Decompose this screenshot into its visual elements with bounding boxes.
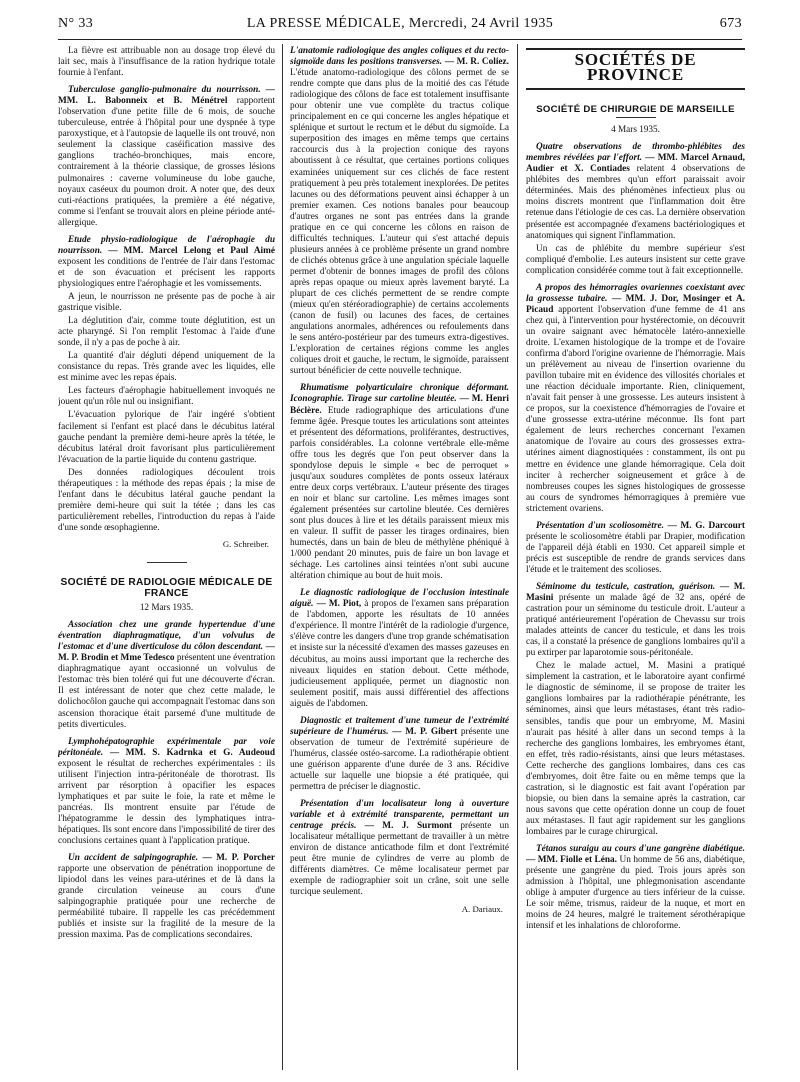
article-title: Association chez une grande hypertendue d'une éventration diaphragmatique, d'un volvulus de l'estomac et d'une diverticulose du côlon descendant. (58, 620, 275, 653)
article-authors: — MM. Marcel Arnaud, Audier et X. Contiades (526, 153, 745, 175)
article-text: exposent le résultat de recherches expérimentales : ils utilisent l'injection intra-péritonéale de thorotrast. Ils arrivent par résorption à opacifier les espaces lymphatiques et par suite le foie, la rate et même le pancréas. Ils montrent ensuite par l'étude de l'hépatogramme le dessin des lymphatiques intra-hépatiques. Ils sont encore dans l'impossibilité de tirer des conclusions certaines quant à l'application pratique. (58, 758, 275, 847)
article-authors: — M. Piot, (316, 599, 365, 610)
section-banner-title: SOCIÉTÉS DE PROVINCE (574, 50, 697, 85)
paragraph: Chez le malade actuel, M. Masini a pratiqué simplement la castration, et le laboratoire ayant confirmé le diagnostic de séminome, il se propose de traiter les ganglions lombaires par la radiothérapie pénétrante, les séminomes, ainsi que leurs métastases, étant très radio-sensibles, tandis que pour un embryome, M. Masini n'aurait pas hésité à aller dans un second temps à la recherche des ganglions lombaires, les embryomes étant, en effet, très radio-résistants, ainsi que leurs métastases. Cette recherche des ganglions lombaires, dans ces cas d'embryomes, doit être faite ou en même temps que la castration, si le diagnostic est fait avant l'opération par biopsie, ou bien dans la semaine après la castration, car nous savons que cette opération donne un coup de fouet aux métastases. Il faut agir rapidement sur les ganglions lombaires par le curage chirurgical. (526, 661, 745, 837)
section-title: SOCIÉTÉ DE CHIRURGIE DE MARSEILLE (536, 104, 735, 116)
separator (147, 562, 187, 563)
article-text: présente le scoliosomètre établi par Drapier, modification de l'appareil déjà établi en 1930. Cet appareil simple et précis est susceptible de rendre de grands services dans l'étude et le traitement des scolioses. (526, 531, 745, 575)
article (290, 383, 509, 582)
column-divider (282, 44, 283, 1070)
article-authors: — MM. S. Kadrnka et G. Audeoud (109, 747, 275, 758)
page-number: 673 (719, 16, 742, 31)
article-title: Tuberculose ganglio-pulmonaire du nourrisson. (68, 85, 266, 96)
big-title-box (526, 48, 745, 90)
article (526, 582, 745, 659)
article-title: Quatre observations de thrombo-phlébites des membres révélées par l'effort. (526, 142, 745, 164)
header-rule (58, 39, 742, 40)
article (58, 235, 275, 290)
section-title: SOCIÉTÉ DE RADIOLOGIE MÉDICALE DE FRANCE (60, 577, 273, 600)
article-authors: — M. P. Gibert (392, 726, 461, 737)
article-authors: — M. P. Brodin et Mme Tedesco (58, 642, 275, 664)
article (58, 853, 275, 941)
article-authors: — M. R. Coliez. (444, 57, 509, 68)
paragraph: L'évacuation pylorique de l'air ingéré s'obtient facilement si l'enfant est placé dans le décubitus latéral gauche pendant la première demi-heure après la tétée, le décubitus latéral droit favorisant plus particulièrement l'évacuation de la partie liquide du contenu gastrique. (58, 410, 275, 465)
article-authors: — M. J. Surmont (364, 821, 461, 832)
intro-paragraph: La fièvre est attribuable non au dosage trop élevé du lait sec, mais à l'insuffisance de la ration hydrique totale fournie à l'enfant. (58, 46, 275, 79)
article-authors: — M. G. Darcourt (667, 520, 745, 531)
article-text: présente un localisateur métallique permettant de travailler à un mètre environ de distance anticathode film et dont l'extrémité peut être munie de cylindres de verre au plomb de différents diamètres. Ce même localisateur permet par exemple de radiographier soit un crâne, soit une selle turcique seulement. (290, 821, 509, 898)
article-text: présente une observation de tumeur de l'extrémité supérieure de l'humérus, classée ostéo-sarcome. La radiothérapie obtient une guérison apparente d'une durée de 3 ans. Récidive actuelle sur laquelle une biopsie a été pratiquée, qui permettra de préciser le diagnostic. (290, 726, 509, 793)
article (526, 142, 745, 241)
column-1 (58, 46, 275, 1074)
article-text: L'étude anatomo-radiologique des côlons permet de se rendre compte que dans plus de la moitié des cas l'étude radiologique des côlons de face est totalement insuffisante pour obtenir une vue complète du tractus colique principalement en ce qui concerne les angles hépatique et splénique et surtout le rectum et le début du sigmoïde. La superposition des images en même temps que certains raccourcis dus à la projection conique des rayons aboutissent à ce résultat, que certaines portions coliques examinées uniquement sur ces clichés de face restent pratiquement à peu près totalement inexplorées. De petites lacunes ou des déformations peuvent ainsi échapper à un premier examen. Ces notions banales pour beaucoup d'autres organes ne sont pas entrées dans la grande pratique en ce qui concerne les côlons en raison de difficultés techniques. L'auteur qui s'est attaché depuis plusieurs années à ce problème présente un grand nombre de clichés obtenus grâce à une angulation spéciale laquelle permet d'obtenir de bonnes images de profil des côlons après repas opaque ou mieux après lavement baryté. La plupart de ces clichés permettent de se rendre compte (mieux qu'en stéréoradiographie) de certains accolements (canon de fusil) ou lacunes des faces, de certaines angulations anormales, adhérences ou refoulements dans le sens antéro-postérieur par des tumeurs extra-digestives. L'exploration de certaines régions comme les angles coliques droit et gauche, le rectum, le sigmoïde, paraissent surtout bénéficier de cette nouvelle technique. (290, 68, 509, 377)
column-divider (517, 44, 518, 1070)
article-text: Etude radiographique des articulations d'une femme âgée. Presque toutes les articulations sont atteintes et présentent des déformations, proliférantes, destructives, parfois considérables. La colonne vertébrale elle-même offre tous les degrés que l'on peut observer dans la spondylose depuis le simple « bec de perroquet » jusqu'aux soudures complètes de ponts osseux latéraux entre deux corps vertébraux. L'auteur présente des tirages en noir et blanc sur cartoline. Les mêmes images sont également présentées sur cartoline bleutée. Ces dernières sont plus douces à lire et les détails paraissent mieux mis en valeur. Il suffit de passer les tirages ordinaires, bien humectés, dans un bain de bleu de méthylène phéniqué à 1/000 pendant 20 minutes, puis de faire un bon lavage et séchage. Les cartolines ainsi teintées n'ont subi aucune altération chimique au bout de huit mois. (290, 405, 509, 582)
article-authors: — MM. Marcel Lelong et Paul Aimé (108, 245, 275, 256)
article-text: rapportent l'observation d'une petite fille de 6 mois, de souche tuberculeuse, entrée à l'hôpital pour une dyspnée à type paroxystique, et à l'autopsie de laquelle ils ont trouvé, non seulement la classique caséification massive des ganglions trachéo-bronchiques, mais encore, contrairement à la théorie classique, de grosses lésions pulmonaires : caverne volumineuse du lobe gauche, noyaux caséeux du poumon droit. A noter que, des deux cuti-réactions pratiquées, la première a été négative, comme si l'enfant se trouvait alors en pleine période anté-allergique. (58, 96, 275, 228)
article (290, 799, 509, 898)
section-date: 4 Mars 1935. (611, 124, 660, 135)
article-authors: — M. Henri Béclère. (290, 394, 509, 416)
article (526, 521, 745, 576)
article (526, 283, 745, 515)
page-header (58, 14, 742, 36)
separator (616, 117, 656, 118)
column-2 (290, 46, 509, 1074)
article (290, 588, 509, 710)
signature: A. Dariaux. (461, 903, 503, 914)
article-title: Présentation d'un localisateur long à ouverture variable et à extrémité transparente, permettant un centrage précis. (290, 799, 509, 832)
article-authors: — MM. J. Dor, Mosinger et A. Picaud (526, 293, 745, 315)
article-title: L'anatomie radiologique des angles coliques et du recto-sigmoïde dans les positions transverses. (290, 46, 509, 68)
article (58, 620, 275, 730)
article (58, 85, 275, 229)
article-text: exposent les conditions de l'entrée de l'air dans l'estomac et de son évacuation et précisent les rapports physiologiques entre l'aérophagie et les vomissements. (58, 256, 275, 289)
signature: G. Schreiber. (222, 538, 269, 549)
article (290, 716, 509, 793)
article-title: Rhumatisme polyarticulaire chronique déformant. Iconographie. Tirage sur cartoline bleutée. (290, 383, 509, 405)
article-text: Un homme de 56 ans, diabétique, présente une gangrène du pied. Trois jours après son admission à l'hôpital, une phlegmonisation ascendante oblige à amputer d'urgence au tiers inférieur de la cuisse. Le soir même, trismus, raideur de la nuque, et mort en moins de 24 heures, malgré le traitement sérothérapique intensif et les inhalations de chloroforme. (526, 855, 745, 932)
article-authors: — MM. L. Babonneix et B. Ménétrel (58, 85, 275, 107)
article-title: Etude physio-radiologique de l'aérophagie du nourrisson. (58, 234, 275, 256)
article-text: apportent l'observation d'une femme de 41 ans chez qui, à l'intervention pour hystérectomie, on découvrit un ovaire saignant avec hématocèle latéro-annexielle droite. L'examen histologique de la trompe et de l'ovaire confirma d'abord l'origine ovarienne de l'hémorragie. Mais un prélèvement au niveau de l'insertion ovarienne du pavillon tubaire mit en évidence des villosités choriales et une réaction déciduale importante. Rien, cliniquement, n'avait fait penser à une grossesse. Les auteurs insistent à ce propos, sur la coexistence d'hémorragies de l'ovaire et d'une grossesse extra-utérine méconnue. Ils font part également de leurs recherches concernant l'examen anatomique de l'ovaire au cours des grossesses extra-utérines aiment diagnostiquées : constamment, ils ont pu mettre en évidence une glande hémorragique. Cela doit inciter à rechercher soigneusement et grâce à de nombreuses coupes les signes histologiques de grossesse au cours de syndromes hémorragiques à première vue strictement ovariens. (526, 304, 745, 514)
paragraph: La déglutition d'air, comme toute déglutition, est un acte pharyngé. Si l'on remplit l'estomac à l'aide d'une sonde, il n'y a pas de poche à air. (58, 316, 275, 349)
article-authors: — M. Masini (526, 581, 745, 604)
article-title: Diagnostic et traitement d'une tumeur de l'extrémité supérieure de l'humérus. (290, 715, 509, 737)
paragraph: Un cas de phlébite du membre supérieur s'est compliqué d'embolie. Les auteurs insistent sur cette grave complication considérée comme tout à fait exceptionnelle. (526, 243, 745, 276)
article (290, 46, 509, 377)
section-date: 12 Mars 1935. (139, 602, 194, 613)
article (58, 737, 275, 847)
paragraph: La quantité d'air dégluti dépend uniquement de la consistance du repas. Très grande avec les liquides, elle est minime avec les repas épais. (58, 351, 275, 384)
article-text: rapporte une observation de pénétration inopportune de lipiodol dans les veines para-utérines et de là dans la grande circulation veineuse au cours d'une salpingographie pratiquée pour une recherche de perméabilité tubaire. Il rappelle les cas précédemment publiés et insiste sur la fragilité de la mesure de la pression maxima. Pas de complications secondaires. (58, 864, 275, 941)
journal-title: LA PRESSE MÉDICALE, Mercredi, 24 Avril 1935 (246, 16, 554, 31)
article-title: Lymphohépatographie expérimentale par voie péritonéale. (58, 736, 275, 758)
article-title: Le diagnostic radiologique de l'occlusion intestinale aiguë. (290, 588, 509, 610)
paragraph: A jeun, le nourrisson ne présente pas de poche à air gastrique visible. (58, 291, 275, 314)
article-title: A propos des hémorragies ovariennes coexistant avec la grossesse tubaire. (526, 282, 745, 304)
article-authors: — MM. Fiolle et Léna. (526, 855, 620, 866)
article-text: présente un malade âgé de 32 ans, opéré de castration pour un séminome du testicule droit. L'auteur a pratiqué antérieurement l'opération de Chevassu sur trois malades atteints de cancer du testicule, et dans les trois cas, il a constaté la présence de ganglions lombaires qu'il a pu extirper par laparotomie sous-péritonéale. (526, 593, 745, 659)
article-title: Un accident de salpingographie. (68, 853, 203, 864)
article (526, 844, 745, 932)
article-title: Présentation d'un scoliosomètre. (536, 520, 668, 531)
article-text: présentent une éventration diaphragmatique ayant occasionné un volvulus de l'estomac très bien toléré qui fut une découverte d'écran. Il est intéressant de noter que chez cette malade, le dolichocôlon gauche qui accompagnait l'estomac dans son ascension thoracique était parsemé d'une multitude de petits diverticules. (58, 653, 275, 730)
issue-number: N° 33 (58, 16, 94, 31)
column-3 (526, 46, 745, 1074)
paragraph: Des données radiologiques découlent trois thérapeutiques : la méthode des repas épais ; la mise de l'enfant dans le décubitus latéral gauche pendant la première demi-heure qui suit la tétée ; dans les cas particulièrement rebelles, l'introduction du repas à l'aide d'une sonde œsophagienne. (58, 467, 275, 533)
article-title: Tétanos suraigu au cours d'une gangrène diabétique. (536, 844, 745, 855)
article-text: à propos de l'examen sans préparation de l'abdomen, apporte les résultats de 10 années d'expérience. Il montre l'intérêt de la radiologie d'urgence, s'élève contre les dangers d'une trop grande schématisation et insiste sur la nécessité d'examen des masses gazeuses en décubitus, au moins aussi important que la recherche des niveaux liquides en station debout. Cette méthode, judicieusement appliquée, permet un diagnostic non seulement positif, mais aussi différentiel des affections aiguës de l'abdomen. (290, 599, 509, 709)
article-text: relatent 4 observations de phlébites des membres qu'un effort paraissait avoir déterminées. Mais des phénomènes infectieux plus ou moins discrets montrent que l'inflammation doit être retenue dans l'étiologie de ces cas. La dernière observation présentée est accompagnée d'examens bactériologiques et anatomiques qui signent l'inflammation. (526, 164, 745, 241)
article-authors: — M. P. Porcher (202, 853, 275, 864)
paragraph: Les facteurs d'aérophagie habituellement invoqués ne jouent qu'un rôle nul ou insignifiant. (58, 386, 275, 408)
article-title: Séminome du testicule, castration, guérison. (536, 581, 720, 592)
